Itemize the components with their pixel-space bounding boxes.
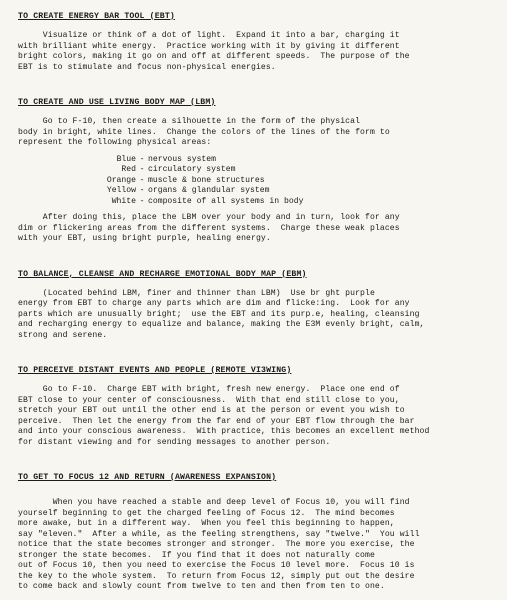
body-area: muscle & bone structures <box>148 175 265 185</box>
dash-separator: - <box>139 175 145 185</box>
color-name: Red <box>121 165 136 174</box>
section-heading: TO CREATE AND USE LIVING BODY MAP (LBM) <box>18 98 216 107</box>
body-area: nervous system <box>148 154 216 164</box>
color-legend-list <box>82 155 495 208</box>
section-remote-viewing <box>18 359 495 448</box>
section-heading: TO GET TO FOCUS 12 AND RETURN (AWARENESS EXPANSION) <box>18 473 277 482</box>
section-lbm <box>18 91 495 245</box>
section-paragraph: (Located behind LBM, finer and thinner than LBM) Use br ght purple energy from EBT to charge any parts which are dim and flicke:ing. Look for any parts which are unusually bright; use the EBT and its purp.e, healing, cleansing and recharging energy to equalize and balance, making the E3M evenly bright, calm, strong and serene. <box>18 288 425 340</box>
body-area: circulatory system <box>148 165 236 174</box>
section-heading: TO PERCEIVE DISTANT EVENTS AND PEOPLE (REMOTE VI3WING) <box>18 366 292 375</box>
color-list-item <box>82 155 495 166</box>
dash-separator: - <box>139 196 145 206</box>
body-area: organs & glandular system <box>148 186 270 195</box>
section-outro: After doing this, place the LBM over your body and in turn, look for any dim or flickering areas from the different systems. Charge these weak places with your EBT, using bright purple, healing energy. <box>18 213 400 243</box>
dash-separator: - <box>139 186 145 195</box>
section-ebt <box>18 5 495 73</box>
section-paragraph: Visualize or think of a dot of light. Expand it into a bar, charging it with brilliant white energy. Practice working with it by giving it different bright colors, making it go on and off at different speeds. The purpose of the EBT is to stimulate and focus non-physical energies. <box>18 31 410 72</box>
section-paragraph: When you have reached a stable and deep level of Focus 10, you will find yourself beginning to get the charged feeling of Focus 12. The mind becomes more awake, but in a different way. When you feel this beginning to happen, say "eleven." After a while, as the feeling strengthens, say "twelve." You will notice that the state becomes stronger and stronger. The more you exercise, the stronger the state becomes. If you find that it does not naturally come out of Focus 10, then you need to exercise the Focus 10 level more. Focus 10 is the key to the whole system. To return from Focus 12, simply put out the desire to come back and slowly count from twelve to ten and then from ten to one. <box>18 498 420 591</box>
dash-separator: - <box>139 154 145 164</box>
section-heading: TO BALANCE, CLEANSE AND RECHARGE EMOTIONAL BODY MAP (EBM) <box>18 269 307 279</box>
section-ebm <box>18 263 495 342</box>
dash-separator: - <box>139 165 145 174</box>
section-intro: Go to F-10, then create a silhouette in the form of the physical body in bright, white lines. Change the colors of the lines of the form to represent the following physical areas: <box>18 117 390 147</box>
body-area: composite of all systems in body <box>148 196 304 206</box>
color-name: Blue <box>116 154 136 164</box>
color-list-item <box>82 176 495 187</box>
section-heading: TO CREATE ENERGY BAR TOOL (EBT) <box>18 12 175 21</box>
color-name: Yellow <box>106 186 136 195</box>
color-name: White <box>111 196 136 206</box>
color-name: Orange <box>106 175 136 185</box>
color-list-item <box>82 197 495 208</box>
section-paragraph: Go to F-10. Charge EBT with bright, fresh new energy. Place one end of EBT close to your center of consciousness. With that end still close to you, stretch your EBT out until the other end is at the person or event you wish to perceive. Then let the energy from the far end of your EBT flow through the bar and into your conscious awareness. With practice, this becomes an excellent method for distant viewing and for sending messages to another person. <box>18 385 430 447</box>
section-focus-12 <box>18 466 495 593</box>
color-list-item <box>82 186 495 197</box>
color-list-item <box>82 165 495 176</box>
